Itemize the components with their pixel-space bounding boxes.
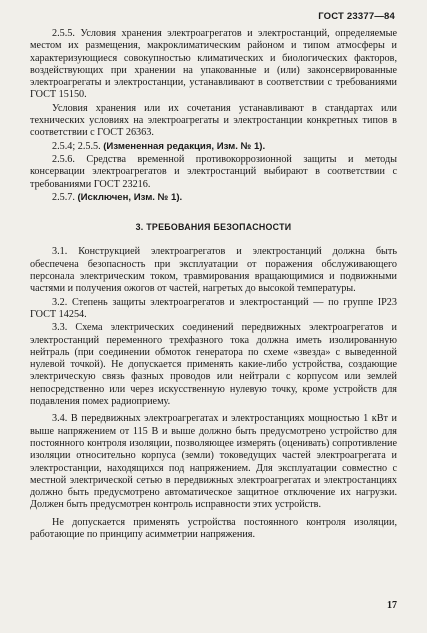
paragraph-amendment-note [30, 141, 397, 153]
paragraph-2-5-5: 2.5.5. Условия хранения электроагрегатов и электростанций, определяемые местом их размещения, макроклиматическим районом и типом атмосферы и характеризующиеся совокупностью климатических и биологических факторов, воздействующих при хранении на упакованные и (или) законсервированные электроагрегаты и электростанции, устанавливают в соответствии с требованиями ГОСТ 15150. [30, 28, 397, 101]
excluded-clause: 2.5.7. [52, 191, 75, 203]
paragraph-storage-conditions: Условия хранения или их сочетания устанавливают в стандартах или технических условиях на электроагрегаты и электростанции конкретных типов в соответствии с ГОСТ 26363. [30, 102, 397, 139]
standard-header: ГОСТ 23377—84 [318, 11, 395, 22]
document-body [30, 28, 397, 541]
section-title: 3. ТРЕБОВАНИЯ БЕЗОПАСНОСТИ [135, 222, 292, 233]
paragraph-2-5-6: 2.5.6. Средства временной противокоррозионной защиты и методы консервации электроагрегатов и электростанций выбирают в соответствии с требованиями ГОСТ 23216. [30, 153, 397, 190]
paragraph-3-4: 3.4. В передвижных электроагрегатах и электростанциях мощностью 1 кВт и выше напряжением от 115 В и выше должно быть предусмотрено устройство для постоянного контроля изоляции, позволяющее измерять (оценивать) сопротивление изоляции относительно корпуса (земли) токоведущих частей электроагрегата и электростанции, находящихся под напряжением. Для эксплуатации совместно с местной электрической сетью в передвижных электроагрегатах и электростанциях должно быть предусмотрено автоматическое защитное отключение их нагрузки. Должен быть предусмотрен контроль исправности этих устройств. [30, 413, 397, 511]
page-number: 17 [387, 600, 397, 611]
paragraph-2-5-7 [30, 192, 397, 204]
paragraph-insulation-note: Не допускается применять устройства постоянного контроля изоляции, работающие по принципу асимметрии напряжения. [30, 516, 397, 540]
paragraph-3-2: 3.2. Степень защиты электроагрегатов и электростанций — по группе IP23 ГОСТ 14254. [30, 296, 397, 320]
paragraph-3-3: 3.3. Схема электрических соединений передвижных электроагрегатов и электростанций переменного трехфазного тока должна иметь изолированную нейтраль (при соединении обмоток генератора по схеме «звезда» с выведенной нулевой точкой). Не допускается применять какие-либо устройства, создающие электрическую связь фазных проводов или нейтрали с корпусом или землей непосредственно или через искусственную нулевую точку, кроме устройств для подавления помех радиоприему. [30, 322, 397, 408]
excluded-label: (Исключен, Изм. № 1). [77, 191, 183, 203]
paragraph-3-1: 3.1. Конструкцией электроагрегатов и электростанций должна быть обеспечена безопасность при эксплуатации от поражения обслуживающего персонала электрическим током, травмирования вращающимися и подвижными частями и получения ожогов от частей, нагретых до высокой температуры. [30, 246, 397, 295]
amendment-label: (Измененная редакция, Изм. № 1). [103, 140, 266, 152]
amendment-clauses: 2.5.4; 2.5.5. [52, 140, 101, 152]
